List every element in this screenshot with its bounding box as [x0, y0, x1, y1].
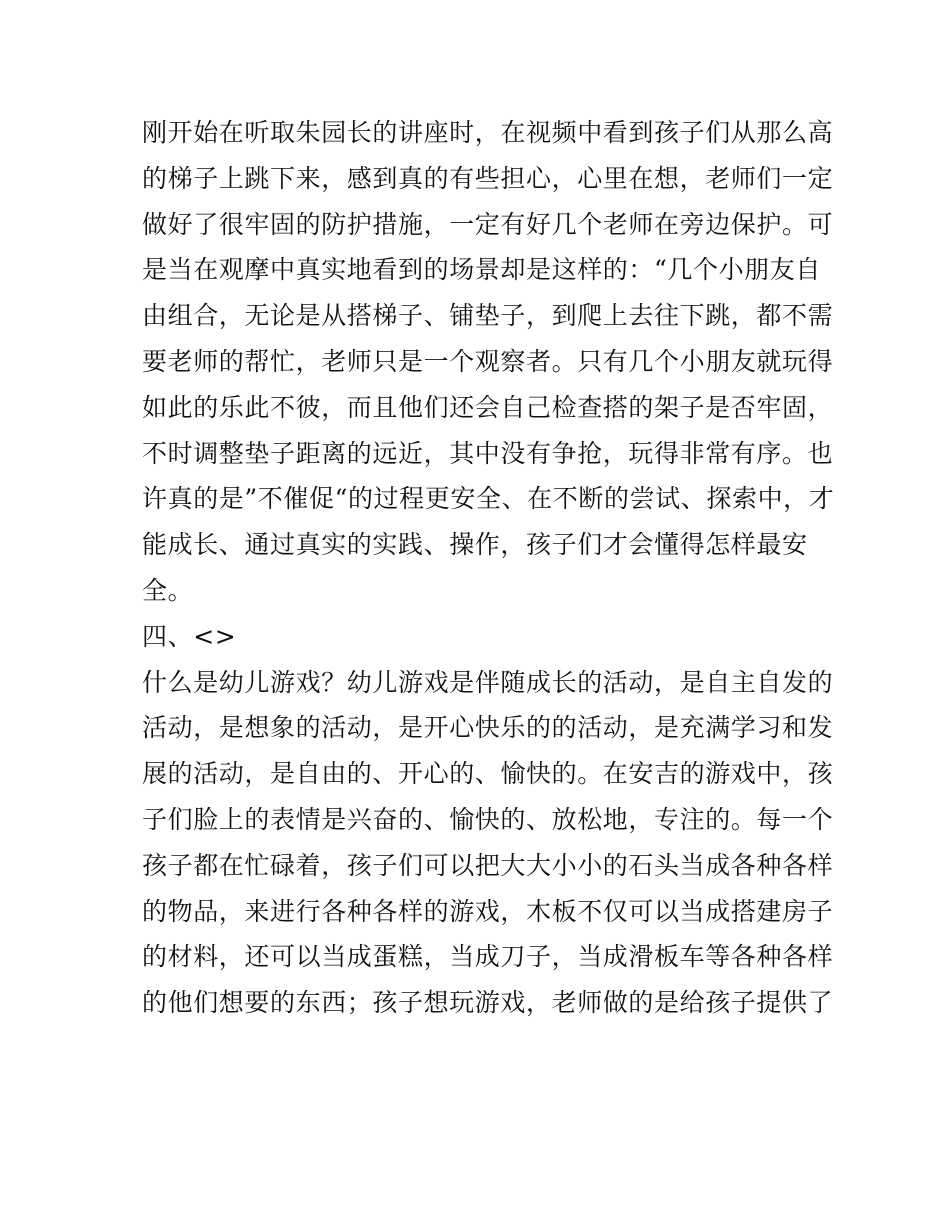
text-line: 是当在观摩中真实地看到的场景却是这样的：“几个小朋友自	[142, 255, 821, 285]
text-line: 能成长、通过真实的实践、操作，孩子们才会懂得怎样最安	[142, 530, 808, 560]
text-line: 全。	[142, 575, 194, 605]
text-line: 由组合，无论是从搭梯子、铺垫子，到爬上去往下跳，都不需	[142, 301, 834, 331]
text-line: 如此的乐此不彼，而且他们还会自己检查搭的架子是否牢固，	[142, 392, 834, 422]
document-body	[142, 110, 835, 1026]
text-line: 子们脸上的表情是兴奋的、愉快的、放松地，专注的。每一个	[142, 804, 834, 834]
text-line: 刚开始在听取朱园长的讲座时，在视频中看到孩子们从那么高	[142, 118, 834, 147]
text-line: 活动，是想象的活动，是开心快乐的的活动，是充满学习和发	[142, 713, 834, 743]
text-line: 展的活动，是自由的、开心的、愉快的。在安吉的游戏中，孩	[142, 759, 834, 789]
text-line: 的他们想要的东西；孩子想玩游戏，老师做的是给孩子提供了	[142, 988, 834, 1018]
text-line: 许真的是”不催促“的过程更安全、在不断的尝试、探索中，才	[142, 484, 835, 514]
text-line: 要老师的帮忙，老师只是一个观察者。只有几个小朋友就玩得	[142, 346, 834, 376]
text-line: 的材料，还可以当成蛋糕，当成刀子，当成滑板车等各种各样	[142, 942, 834, 972]
text-line: 的梯子上跳下来，感到真的有些担心，心里在想，老师们一定	[142, 163, 834, 193]
text-line: 什么是幼儿游戏？幼儿游戏是伴随成长的活动，是自主自发的	[142, 667, 834, 697]
text-line: 的物品，来进行各种各样的游戏，木板不仅可以当成搭建房子	[142, 896, 834, 926]
text-line: 不时调整垫子距离的远近，其中没有争抢，玩得非常有序。也	[142, 438, 834, 468]
section-heading: 四、<>	[142, 621, 237, 651]
text-line: 做好了很牢固的防护措施，一定有好几个老师在旁边保护。可	[142, 209, 834, 239]
text-line: 孩子都在忙碌着，孩子们可以把大大小小的石头当成各种各样	[142, 850, 834, 880]
